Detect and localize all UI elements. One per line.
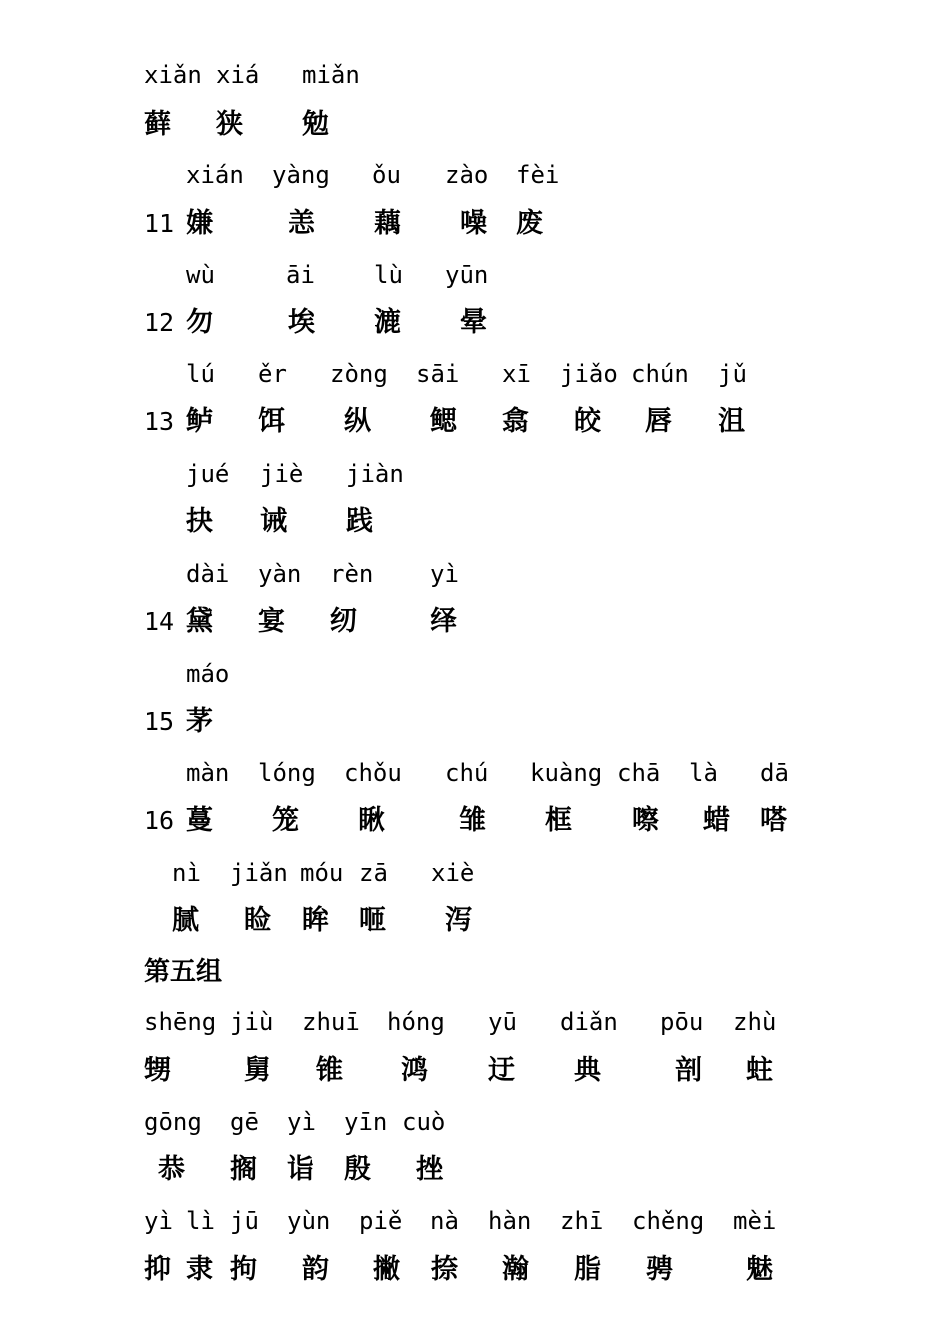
hanzi-character: 抑 bbox=[144, 1254, 171, 1285]
pinyin-syllable: yì bbox=[144, 1207, 173, 1235]
section-heading: 第五组 bbox=[144, 957, 223, 987]
hanzi-character: 唇 bbox=[645, 406, 672, 437]
hanzi-character: 蔓 bbox=[186, 805, 213, 836]
pinyin-syllable: shēng bbox=[144, 1008, 217, 1036]
pinyin-syllable: sāi bbox=[416, 360, 460, 388]
pinyin-syllable: nà bbox=[430, 1207, 459, 1235]
hanzi-character: 框 bbox=[545, 805, 572, 836]
hanzi-character: 践 bbox=[346, 506, 373, 537]
hanzi-character: 眸 bbox=[302, 905, 329, 936]
pinyin-syllable: lóng bbox=[258, 759, 316, 787]
hanzi-character: 勿 bbox=[186, 307, 213, 338]
pinyin-syllable: jiàn bbox=[346, 460, 404, 488]
pinyin-syllable: yūn bbox=[445, 261, 489, 289]
pinyin-syllable: jiù bbox=[230, 1008, 274, 1036]
hanzi-character: 韵 bbox=[302, 1254, 329, 1285]
hanzi-character: 甥 bbox=[144, 1055, 171, 1086]
pinyin-syllable: gōng bbox=[144, 1108, 202, 1136]
pinyin-syllable: xiè bbox=[431, 859, 475, 887]
hanzi-character: 睑 bbox=[244, 905, 271, 936]
hanzi-character: 嫌 bbox=[186, 208, 213, 239]
pinyin-line bbox=[0, 160, 950, 204]
pinyin-syllable: jiǎo bbox=[560, 360, 618, 388]
hanzi-character: 纫 bbox=[330, 606, 357, 637]
item-number: 16 bbox=[144, 806, 175, 835]
hanzi-character: 废 bbox=[516, 208, 543, 239]
hanzi-character: 茅 bbox=[186, 706, 213, 737]
pinyin-syllable: màn bbox=[186, 759, 230, 787]
hanzi-character: 挫 bbox=[416, 1154, 443, 1185]
pinyin-syllable: zào bbox=[445, 161, 489, 189]
hanzi-character: 雏 bbox=[459, 805, 486, 836]
hanzi-line bbox=[0, 108, 950, 152]
hanzi-character: 迂 bbox=[488, 1055, 515, 1086]
pinyin-syllable: máo bbox=[186, 660, 230, 688]
pinyin-syllable: chú bbox=[445, 759, 489, 787]
pinyin-syllable: wù bbox=[186, 261, 215, 289]
hanzi-character: 漉 bbox=[374, 307, 401, 338]
hanzi-character: 脂 bbox=[574, 1254, 601, 1285]
hanzi-character: 恭 bbox=[158, 1154, 185, 1185]
pinyin-syllable: ěr bbox=[258, 360, 287, 388]
hanzi-character: 狭 bbox=[216, 109, 243, 140]
pinyin-syllable: hàn bbox=[488, 1207, 532, 1235]
hanzi-character: 鳃 bbox=[430, 406, 457, 437]
pinyin-syllable: dā bbox=[760, 759, 789, 787]
hanzi-character: 诫 bbox=[260, 506, 287, 537]
hanzi-character: 撇 bbox=[373, 1254, 400, 1285]
pinyin-syllable: zā bbox=[359, 859, 388, 887]
pinyin-syllable: jǔ bbox=[718, 360, 747, 388]
pinyin-syllable: fèi bbox=[516, 161, 560, 189]
hanzi-character: 腻 bbox=[172, 905, 199, 936]
hanzi-character: 笼 bbox=[272, 805, 299, 836]
hanzi-character: 诣 bbox=[287, 1154, 314, 1185]
pinyin-syllable: chā bbox=[617, 759, 661, 787]
pinyin-syllable: ǒu bbox=[372, 161, 401, 189]
hanzi-character: 骋 bbox=[646, 1254, 673, 1285]
pinyin-line bbox=[0, 659, 950, 703]
pinyin-syllable: xiá bbox=[216, 61, 260, 89]
pinyin-syllable: dài bbox=[186, 560, 230, 588]
pinyin-syllable: gē bbox=[230, 1108, 259, 1136]
hanzi-character: 瀚 bbox=[502, 1254, 529, 1285]
pinyin-syllable: chǒu bbox=[344, 759, 402, 787]
pinyin-syllable: nì bbox=[172, 859, 201, 887]
hanzi-line bbox=[0, 505, 950, 549]
pinyin-syllable: āi bbox=[286, 261, 315, 289]
pinyin-line bbox=[0, 758, 950, 802]
hanzi-line bbox=[0, 1253, 950, 1297]
hanzi-character: 拘 bbox=[230, 1254, 257, 1285]
pinyin-syllable: yì bbox=[287, 1108, 316, 1136]
hanzi-character: 黛 bbox=[186, 606, 213, 637]
hanzi-line bbox=[0, 705, 950, 749]
pinyin-syllable: lù bbox=[374, 261, 403, 289]
hanzi-character: 晕 bbox=[460, 307, 487, 338]
pinyin-line bbox=[0, 1206, 950, 1250]
hanzi-character: 翕 bbox=[502, 406, 529, 437]
hanzi-character: 咂 bbox=[359, 905, 386, 936]
hanzi-character: 纵 bbox=[344, 406, 371, 437]
pinyin-line bbox=[0, 1007, 950, 1051]
pinyin-syllable: yīn bbox=[344, 1108, 388, 1136]
pinyin-line bbox=[0, 559, 950, 603]
pinyin-syllable: xī bbox=[502, 360, 531, 388]
hanzi-character: 捺 bbox=[431, 1254, 458, 1285]
hanzi-character: 瞅 bbox=[358, 805, 385, 836]
hanzi-character: 绎 bbox=[430, 606, 457, 637]
pinyin-syllable: jiǎn bbox=[230, 859, 288, 887]
pinyin-line bbox=[0, 260, 950, 304]
pinyin-syllable: jué bbox=[186, 460, 230, 488]
hanzi-character: 嚓 bbox=[632, 805, 659, 836]
item-number: 14 bbox=[144, 607, 175, 636]
hanzi-line bbox=[0, 306, 950, 350]
pinyin-line bbox=[0, 858, 950, 902]
hanzi-character: 典 bbox=[574, 1055, 601, 1086]
hanzi-character: 殷 bbox=[344, 1154, 371, 1185]
pinyin-syllable: zhī bbox=[560, 1207, 604, 1235]
hanzi-character: 剖 bbox=[675, 1055, 702, 1086]
hanzi-character: 勉 bbox=[302, 109, 329, 140]
pinyin-syllable: piě bbox=[359, 1207, 403, 1235]
pinyin-syllable: là bbox=[689, 759, 718, 787]
hanzi-character: 噪 bbox=[460, 208, 487, 239]
item-number: 13 bbox=[144, 407, 175, 436]
hanzi-character: 皎 bbox=[574, 406, 601, 437]
pinyin-syllable: yū bbox=[488, 1008, 517, 1036]
pinyin-syllable: kuàng bbox=[530, 759, 603, 787]
item-number: 12 bbox=[144, 308, 175, 337]
hanzi-character: 饵 bbox=[258, 406, 285, 437]
hanzi-character: 恙 bbox=[288, 208, 315, 239]
pinyin-line bbox=[0, 459, 950, 503]
pinyin-syllable: xiǎn bbox=[144, 61, 202, 89]
pinyin-syllable: mèi bbox=[733, 1207, 777, 1235]
hanzi-line bbox=[0, 804, 950, 848]
hanzi-character: 魅 bbox=[746, 1254, 773, 1285]
hanzi-character: 藕 bbox=[374, 208, 401, 239]
pinyin-syllable: móu bbox=[300, 859, 344, 887]
hanzi-line bbox=[0, 207, 950, 251]
hanzi-character: 鸿 bbox=[401, 1055, 428, 1086]
pinyin-syllable: yì bbox=[430, 560, 459, 588]
hanzi-line bbox=[0, 605, 950, 649]
hanzi-character: 藓 bbox=[144, 109, 171, 140]
hanzi-character: 蜡 bbox=[703, 805, 730, 836]
hanzi-character: 泻 bbox=[445, 905, 472, 936]
hanzi-character: 搁 bbox=[230, 1154, 257, 1185]
pinyin-syllable: jiè bbox=[260, 460, 304, 488]
hanzi-line bbox=[0, 1054, 950, 1098]
pinyin-syllable: diǎn bbox=[560, 1008, 618, 1036]
hanzi-character: 抉 bbox=[186, 506, 213, 537]
pinyin-syllable: chún bbox=[631, 360, 689, 388]
hanzi-line bbox=[0, 405, 950, 449]
pinyin-syllable: jū bbox=[230, 1207, 259, 1235]
pinyin-syllable: chěng bbox=[632, 1207, 705, 1235]
pinyin-syllable: pōu bbox=[660, 1008, 704, 1036]
section-heading-line bbox=[0, 955, 950, 999]
item-number: 11 bbox=[144, 209, 175, 238]
pinyin-syllable: zhù bbox=[733, 1008, 777, 1036]
hanzi-character: 隶 bbox=[186, 1254, 213, 1285]
pinyin-line bbox=[0, 60, 950, 104]
hanzi-character: 宴 bbox=[258, 606, 285, 637]
pinyin-syllable: yàng bbox=[272, 161, 330, 189]
pinyin-syllable: lú bbox=[186, 360, 215, 388]
pinyin-syllable: zòng bbox=[330, 360, 388, 388]
pinyin-syllable: yùn bbox=[287, 1207, 331, 1235]
hanzi-character: 锥 bbox=[316, 1055, 343, 1086]
hanzi-character: 蛀 bbox=[746, 1055, 773, 1086]
pinyin-syllable: lì bbox=[186, 1207, 215, 1235]
item-number: 15 bbox=[144, 707, 175, 736]
hanzi-line bbox=[0, 1153, 950, 1197]
hanzi-character: 舅 bbox=[244, 1055, 271, 1086]
pinyin-syllable: xián bbox=[186, 161, 244, 189]
pinyin-line bbox=[0, 359, 950, 403]
pinyin-syllable: yàn bbox=[258, 560, 302, 588]
hanzi-line bbox=[0, 904, 950, 948]
pinyin-syllable: zhuī bbox=[302, 1008, 360, 1036]
pinyin-syllable: miǎn bbox=[302, 61, 360, 89]
pinyin-syllable: rèn bbox=[330, 560, 374, 588]
pinyin-syllable: cuò bbox=[402, 1108, 446, 1136]
pinyin-syllable: hóng bbox=[387, 1008, 445, 1036]
pinyin-line bbox=[0, 1107, 950, 1151]
hanzi-character: 鲈 bbox=[186, 406, 213, 437]
hanzi-character: 嗒 bbox=[760, 805, 787, 836]
hanzi-character: 埃 bbox=[288, 307, 315, 338]
hanzi-character: 沮 bbox=[718, 406, 745, 437]
